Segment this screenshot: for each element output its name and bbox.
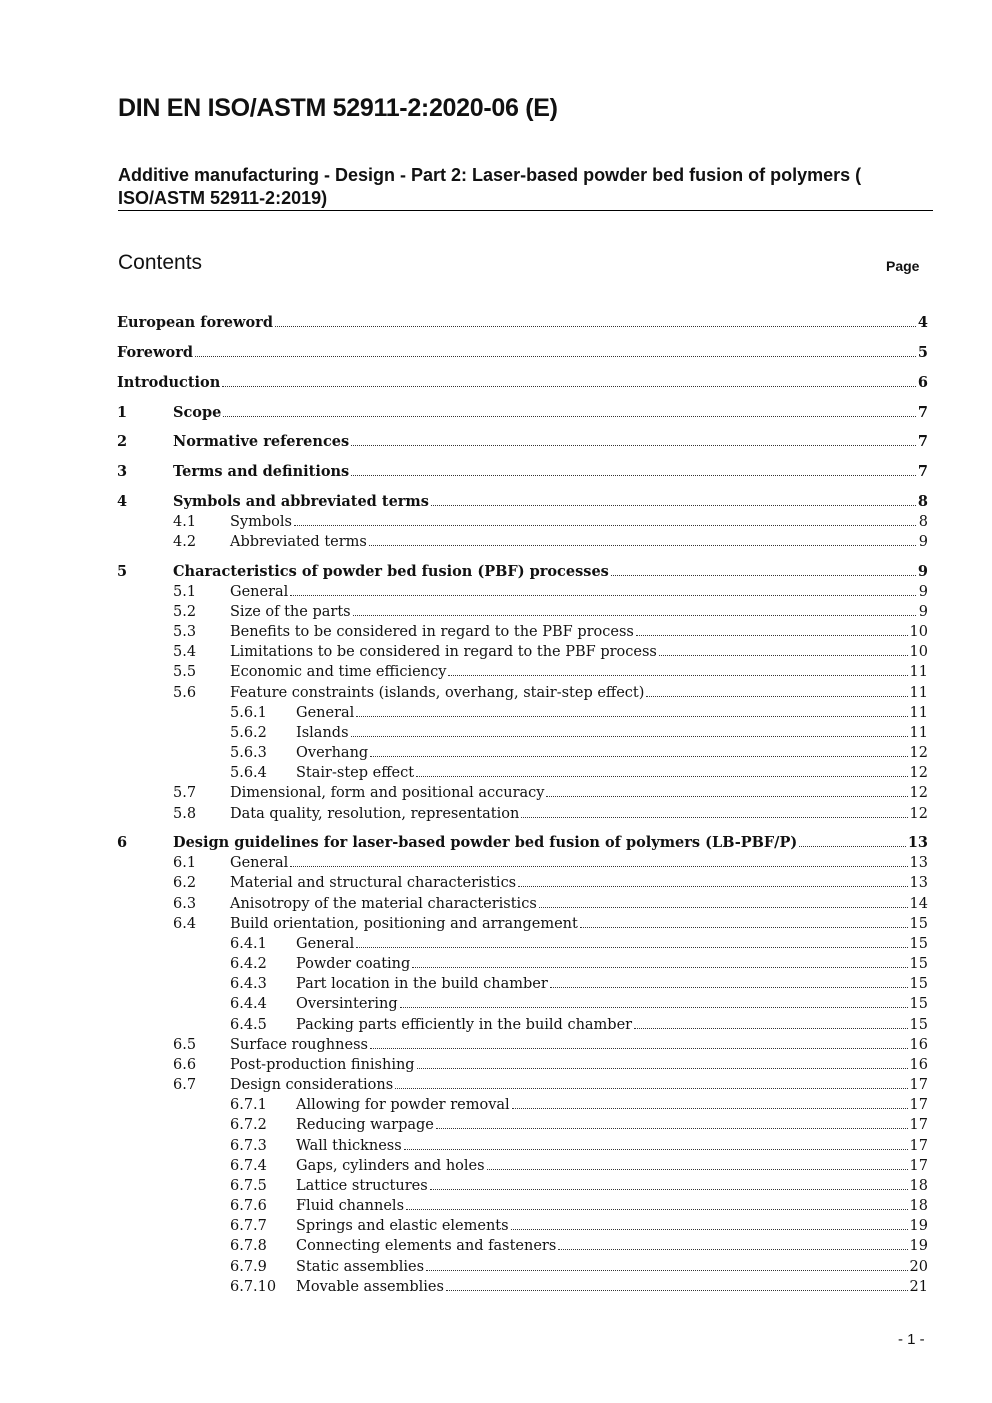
- toc-entry-line: [230, 582, 928, 602]
- toc-entry[interactable]: [0, 743, 992, 763]
- toc-entry-page: 10: [909, 624, 928, 640]
- toc-entry-page: 15: [909, 1017, 928, 1033]
- toc-entry-number: 6.1: [173, 855, 197, 871]
- toc-entry-line: [230, 602, 928, 622]
- toc-entry-title: Feature constraints (islands, overhang, stair-step effect): [230, 685, 645, 701]
- toc-entry-line: [230, 894, 928, 914]
- toc-entry-number: 6.4: [173, 916, 197, 932]
- toc-entry-number: 6.7.10: [230, 1279, 277, 1295]
- toc-entry-title: Post-production finishing: [230, 1057, 415, 1073]
- toc-entry-title: General: [296, 705, 355, 721]
- toc-dot-leader: [195, 356, 916, 357]
- toc-dot-leader: [558, 1249, 907, 1250]
- toc-entry-title: Oversintering: [296, 996, 398, 1012]
- toc-entry-number: 6.7: [173, 1077, 197, 1093]
- toc-entry-title: Part location in the build chamber: [296, 976, 548, 992]
- toc-entry[interactable]: [0, 492, 992, 512]
- toc-entry-page: 17: [909, 1158, 928, 1174]
- toc-entry-title: Surface roughness: [230, 1037, 368, 1053]
- toc-dot-leader: [430, 1189, 908, 1190]
- toc-dot-leader: [370, 756, 907, 757]
- toc-entry-title: Normative references: [173, 433, 350, 450]
- toc-entry-page: 7: [917, 404, 928, 421]
- toc-dot-leader: [404, 1149, 908, 1150]
- toc-entry-number: 6.4.5: [230, 1017, 267, 1033]
- toc-entry-title: Overhang: [296, 745, 369, 761]
- toc-dot-leader: [426, 1270, 908, 1271]
- toc-dot-leader: [395, 1088, 907, 1089]
- toc-dot-leader: [416, 776, 908, 777]
- document-title: DIN EN ISO/ASTM 52911-2:2020-06 (E): [118, 94, 558, 122]
- toc-entry-number: 4: [117, 493, 128, 510]
- toc-entry[interactable]: [0, 562, 992, 582]
- toc-entry-number: 6.5: [173, 1037, 197, 1053]
- toc-entry-title: Characteristics of powder bed fusion (PBF) processes: [173, 563, 609, 580]
- toc-entry[interactable]: [0, 462, 992, 482]
- toc-entry-line: [296, 974, 928, 994]
- toc-entry-line: [230, 622, 928, 642]
- toc-entry-title: Springs and elastic elements: [296, 1218, 509, 1234]
- toc-dot-leader: [223, 416, 916, 417]
- toc-dot-leader: [351, 736, 908, 737]
- toc-entry-line: [296, 1277, 928, 1297]
- toc-entry-line: [117, 313, 928, 333]
- toc-dot-leader: [431, 505, 916, 506]
- toc-entry[interactable]: [0, 1055, 992, 1075]
- toc-entry-title: Lattice structures: [296, 1178, 428, 1194]
- toc-entry-number: 5.1: [173, 584, 197, 600]
- toc-entry-number: 6.3: [173, 896, 197, 912]
- toc-dot-leader: [448, 675, 907, 676]
- toc-entry-line: [230, 1055, 928, 1075]
- toc-entry-page: 15: [909, 996, 928, 1012]
- toc-dot-leader: [546, 796, 907, 797]
- toc-entry-number: 6.7.7: [230, 1218, 267, 1234]
- toc-entry-page: 13: [909, 855, 928, 871]
- toc-entry-number: 5.6.3: [230, 745, 267, 761]
- toc-entry-page: 8: [917, 493, 928, 510]
- toc-entry[interactable]: [0, 783, 992, 803]
- toc-entry-number: 6.7.2: [230, 1117, 267, 1133]
- toc-entry[interactable]: [0, 642, 992, 662]
- toc-dot-leader: [539, 907, 908, 908]
- toc-entry-page: 13: [909, 875, 928, 891]
- toc-entry[interactable]: [0, 1035, 992, 1055]
- toc-entry-number: 6.7.9: [230, 1259, 267, 1275]
- toc-entry-line: [230, 683, 928, 703]
- toc-entry-line: [296, 1136, 928, 1156]
- toc-entry-number: 5: [117, 563, 128, 580]
- toc-entry-line: [296, 1115, 928, 1135]
- toc-entry-number: 1: [117, 404, 128, 421]
- toc-entry-number: 3: [117, 463, 128, 480]
- toc-entry-title: Gaps, cylinders and holes: [296, 1158, 485, 1174]
- toc-entry-line: [296, 1216, 928, 1236]
- toc-dot-leader: [417, 1068, 908, 1069]
- toc-entry-number: 6.7.6: [230, 1198, 267, 1214]
- toc-entry-line: [173, 562, 928, 582]
- toc-entry-page: 12: [909, 806, 928, 822]
- toc-entry[interactable]: [0, 1015, 992, 1035]
- toc-entry-page: 9: [918, 584, 928, 600]
- toc-entry-line: [296, 1236, 928, 1256]
- toc-entry-number: 5.6.1: [230, 705, 267, 721]
- toc-entry-number: 5.2: [173, 604, 197, 620]
- toc-entry-number: 6.4.2: [230, 956, 267, 972]
- toc-dot-leader: [611, 575, 916, 576]
- toc-entry-page: 11: [909, 725, 928, 741]
- toc-entry-page: 11: [909, 664, 928, 680]
- toc-entry-page: 12: [909, 745, 928, 761]
- toc-entry-title: Limitations to be considered in regard to the PBF process: [230, 644, 657, 660]
- toc-entry-page: 14: [909, 896, 928, 912]
- document-subtitle: Additive manufacturing - Design - Part 2: Laser-based powder bed fusion of polymers ( ISO/ASTM 52911-2:2019): [118, 165, 862, 208]
- toc-entry-title: General: [230, 584, 289, 600]
- toc-entry[interactable]: [0, 313, 992, 333]
- toc-dot-leader: [636, 635, 908, 636]
- toc-entry-page: 7: [917, 463, 928, 480]
- toc-entry-number: 5.6.4: [230, 765, 267, 781]
- contents-heading: Contents: [118, 251, 203, 274]
- toc-entry[interactable]: [0, 432, 992, 452]
- toc-entry-number: 6.7.4: [230, 1158, 267, 1174]
- toc-entry-line: [296, 1196, 928, 1216]
- toc-entry-title: Build orientation, positioning and arrangement: [230, 916, 578, 932]
- toc-dot-leader: [446, 1290, 908, 1291]
- toc-dot-leader: [356, 947, 907, 948]
- toc-entry-line: [230, 642, 928, 662]
- toc-entry-number: 5.3: [173, 624, 197, 640]
- toc-entry-number: 4.2: [173, 534, 197, 550]
- toc-entry-page: 10: [909, 644, 928, 660]
- toc-entry-number: 6.7.3: [230, 1138, 267, 1154]
- toc-entry-page: 4: [917, 314, 928, 331]
- toc-entry-line: [173, 403, 928, 423]
- toc-entry-title: Reducing warpage: [296, 1117, 434, 1133]
- toc-dot-leader: [412, 967, 907, 968]
- toc-entry-title: General: [296, 936, 355, 952]
- toc-entry-page: 8: [918, 514, 928, 530]
- toc-dot-leader: [370, 1048, 908, 1049]
- toc-entry-title: Wall thickness: [296, 1138, 402, 1154]
- toc-entry[interactable]: [0, 512, 992, 532]
- toc-entry-page: 12: [909, 765, 928, 781]
- toc-entry[interactable]: [0, 974, 992, 994]
- toc-entry-page: 9: [918, 534, 928, 550]
- toc-entry[interactable]: [0, 683, 992, 703]
- toc-entry[interactable]: [0, 373, 992, 393]
- toc-entry[interactable]: [0, 804, 992, 824]
- toc-entry[interactable]: [0, 532, 992, 552]
- toc-entry-page: 15: [909, 916, 928, 932]
- toc-entry-title: Static assemblies: [296, 1259, 425, 1275]
- toc-entry-line: [296, 723, 928, 743]
- toc-entry-line: [117, 343, 928, 363]
- toc-entry-line: [230, 662, 928, 682]
- toc-entry-line: [296, 1015, 928, 1035]
- toc-entry-line: [173, 492, 928, 512]
- toc-entry[interactable]: [0, 853, 992, 873]
- toc-entry-number: 6: [117, 834, 128, 851]
- toc-entry-line: [230, 804, 928, 824]
- toc-entry-number: 5.6: [173, 685, 197, 701]
- toc-entry-title: Dimensional, form and positional accuracy: [230, 785, 545, 801]
- toc-entry[interactable]: [0, 954, 992, 974]
- toc-dot-leader: [356, 716, 907, 717]
- toc-entry[interactable]: [0, 622, 992, 642]
- toc-entry-line: [296, 934, 928, 954]
- toc-entry-title: Symbols and abbreviated terms: [173, 493, 429, 510]
- toc-entry-number: 6.7.5: [230, 1178, 267, 1194]
- toc-dot-leader: [436, 1128, 908, 1129]
- toc-entry-line: [296, 994, 928, 1014]
- toc-entry-title: Packing parts efficiently in the build chamber: [296, 1017, 633, 1033]
- toc-entry-page: 16: [909, 1057, 928, 1073]
- toc-entry[interactable]: [0, 1115, 992, 1135]
- toc-entry-number: 6.4.3: [230, 976, 267, 992]
- toc-dot-leader: [550, 987, 908, 988]
- toc-entry-number: 5.5: [173, 664, 197, 680]
- toc-dot-leader: [294, 525, 916, 526]
- toc-entry-line: [173, 432, 928, 452]
- toc-entry-line: [296, 703, 928, 723]
- toc-entry[interactable]: [0, 1196, 992, 1216]
- toc-entry-number: 5.6.2: [230, 725, 267, 741]
- toc-entry-line: [230, 512, 928, 532]
- toc-entry-line: [296, 1156, 928, 1176]
- toc-entry[interactable]: [0, 1156, 992, 1176]
- toc-entry[interactable]: [0, 403, 992, 423]
- toc-entry-title: Benefits to be considered in regard to the PBF process: [230, 624, 634, 640]
- toc-dot-leader: [511, 1229, 908, 1230]
- toc-dot-leader: [487, 1169, 908, 1170]
- toc-entry-title: Anisotropy of the material characteristics: [230, 896, 537, 912]
- page-column-label: Page: [886, 258, 920, 274]
- toc-entry-page: 17: [909, 1138, 928, 1154]
- toc-entry-line: [230, 1075, 928, 1095]
- toc-dot-leader: [290, 595, 916, 596]
- toc-entry[interactable]: [0, 723, 992, 743]
- toc-entry-page: 15: [909, 936, 928, 952]
- toc-entry-number: 5.8: [173, 806, 197, 822]
- toc-entry-title: Economic and time efficiency: [230, 664, 447, 680]
- toc-dot-leader: [659, 655, 908, 656]
- toc-entry-title: Connecting elements and fasteners: [296, 1238, 557, 1254]
- toc-dot-leader: [634, 1028, 907, 1029]
- toc-entry-page: 20: [909, 1259, 928, 1275]
- toc-dot-leader: [369, 545, 916, 546]
- toc-dot-leader: [353, 615, 916, 616]
- toc-entry-title: Fluid channels: [296, 1198, 405, 1214]
- toc-entry-line: [230, 783, 928, 803]
- toc-entry-title: Allowing for powder removal: [296, 1097, 510, 1113]
- toc-entry[interactable]: [0, 662, 992, 682]
- toc-entry-line: [230, 914, 928, 934]
- toc-entry-page: 9: [918, 604, 928, 620]
- toc-entry[interactable]: [0, 994, 992, 1014]
- toc-dot-leader: [646, 696, 907, 697]
- toc-entry-page: 7: [917, 433, 928, 450]
- toc-entry[interactable]: [0, 1136, 992, 1156]
- footer-page-number: - 1 -: [898, 1331, 925, 1348]
- toc-entry-page: 17: [909, 1097, 928, 1113]
- toc-entry-title: Size of the parts: [230, 604, 351, 620]
- toc-dot-leader: [351, 475, 916, 476]
- toc-dot-leader: [799, 846, 906, 847]
- toc-entry-title: Scope: [173, 404, 222, 421]
- toc-entry-line: [173, 462, 928, 482]
- toc-entry-page: 16: [909, 1037, 928, 1053]
- toc-entry-line: [230, 873, 928, 893]
- toc-entry-number: 4.1: [173, 514, 197, 530]
- toc-entry[interactable]: [0, 1075, 992, 1095]
- toc-dot-leader: [521, 817, 907, 818]
- toc-entry-page: 12: [909, 785, 928, 801]
- toc-entry-page: 11: [909, 705, 928, 721]
- toc-entry-title: Design considerations: [230, 1077, 394, 1093]
- toc-dot-leader: [580, 927, 908, 928]
- toc-entry-line: [230, 853, 928, 873]
- toc-entry[interactable]: [0, 763, 992, 783]
- toc-entry-title: Stair-step effect: [296, 765, 415, 781]
- toc-entry-page: 15: [909, 976, 928, 992]
- toc-entry-line: [296, 1257, 928, 1277]
- toc-entry-line: [117, 373, 928, 393]
- toc-entry-title: Abbreviated terms: [230, 534, 367, 550]
- toc-dot-leader: [275, 326, 916, 327]
- toc-entry-title: Islands: [296, 725, 349, 741]
- toc-entry-page: 5: [917, 344, 928, 361]
- toc-entry-title: Symbols: [230, 514, 292, 530]
- toc-entry-title: Material and structural characteristics: [230, 875, 517, 891]
- toc-entry-title: Movable assemblies: [296, 1279, 444, 1295]
- toc-entry-line: [230, 532, 928, 552]
- toc-entry-title: Introduction: [117, 374, 221, 391]
- toc-entry-number: 5.7: [173, 785, 197, 801]
- toc-entry[interactable]: [0, 1257, 992, 1277]
- toc-entry-line: [230, 1035, 928, 1055]
- toc-entry-page: 21: [909, 1279, 928, 1295]
- toc-entry-title: Design guidelines for laser-based powder bed fusion of polymers (LB-PBF/P): [173, 834, 798, 851]
- toc-entry[interactable]: [0, 1095, 992, 1115]
- toc-entry-title: General: [230, 855, 289, 871]
- toc-dot-leader: [351, 445, 916, 446]
- toc-dot-leader: [406, 1209, 908, 1210]
- toc-entry-line: [296, 743, 928, 763]
- toc-entry-number: 6.7.1: [230, 1097, 267, 1113]
- toc-entry-number: 6.4.4: [230, 996, 267, 1012]
- toc-entry[interactable]: [0, 582, 992, 602]
- toc-entry-page: 19: [909, 1218, 928, 1234]
- toc-entry[interactable]: [0, 703, 992, 723]
- toc-entry-line: [173, 833, 928, 853]
- toc-entry-page: 11: [909, 685, 928, 701]
- toc-entry[interactable]: [0, 602, 992, 622]
- toc-entry-page: 13: [907, 834, 928, 851]
- toc-entry-number: 2: [117, 433, 128, 450]
- toc-entry-number: 6.4.1: [230, 936, 267, 952]
- toc-entry-page: 9: [917, 563, 928, 580]
- toc-entry[interactable]: [0, 934, 992, 954]
- toc-entry-number: 5.4: [173, 644, 197, 660]
- toc-entry-line: [296, 954, 928, 974]
- toc-entry-title: Data quality, resolution, representation: [230, 806, 520, 822]
- toc-entry[interactable]: [0, 1236, 992, 1256]
- toc-entry[interactable]: [0, 1216, 992, 1236]
- toc-entry[interactable]: [0, 1176, 992, 1196]
- toc-entry-title: Terms and definitions: [173, 463, 350, 480]
- toc-entry-page: 15: [909, 956, 928, 972]
- toc-entry-line: [296, 763, 928, 783]
- toc-entry[interactable]: [0, 873, 992, 893]
- toc-entry-number: 6.6: [173, 1057, 197, 1073]
- toc-entry-line: [296, 1176, 928, 1196]
- toc-entry[interactable]: [0, 833, 992, 853]
- toc-entry-title: European foreword: [117, 314, 273, 331]
- toc-entry-number: 6.2: [173, 875, 197, 891]
- toc-dot-leader: [512, 1108, 908, 1109]
- toc-entry-page: 17: [909, 1117, 928, 1133]
- toc-entry[interactable]: [0, 343, 992, 363]
- title-rule: [118, 210, 933, 211]
- toc-dot-leader: [400, 1007, 908, 1008]
- toc-entry-number: 6.7.8: [230, 1238, 267, 1254]
- toc-dot-leader: [518, 886, 907, 887]
- toc-entry-title: Foreword: [117, 344, 193, 361]
- toc-entry-page: 6: [917, 374, 928, 391]
- toc-entry[interactable]: [0, 894, 992, 914]
- toc-entry-page: 17: [909, 1077, 928, 1093]
- toc-entry-page: 19: [909, 1238, 928, 1254]
- toc-entry-page: 18: [909, 1198, 928, 1214]
- toc-entry-title: Powder coating: [296, 956, 411, 972]
- toc-entry[interactable]: [0, 1277, 992, 1297]
- toc-entry-page: 18: [909, 1178, 928, 1194]
- toc-entry-line: [296, 1095, 928, 1115]
- toc-dot-leader: [290, 866, 907, 867]
- toc-entry[interactable]: [0, 914, 992, 934]
- toc-dot-leader: [222, 386, 916, 387]
